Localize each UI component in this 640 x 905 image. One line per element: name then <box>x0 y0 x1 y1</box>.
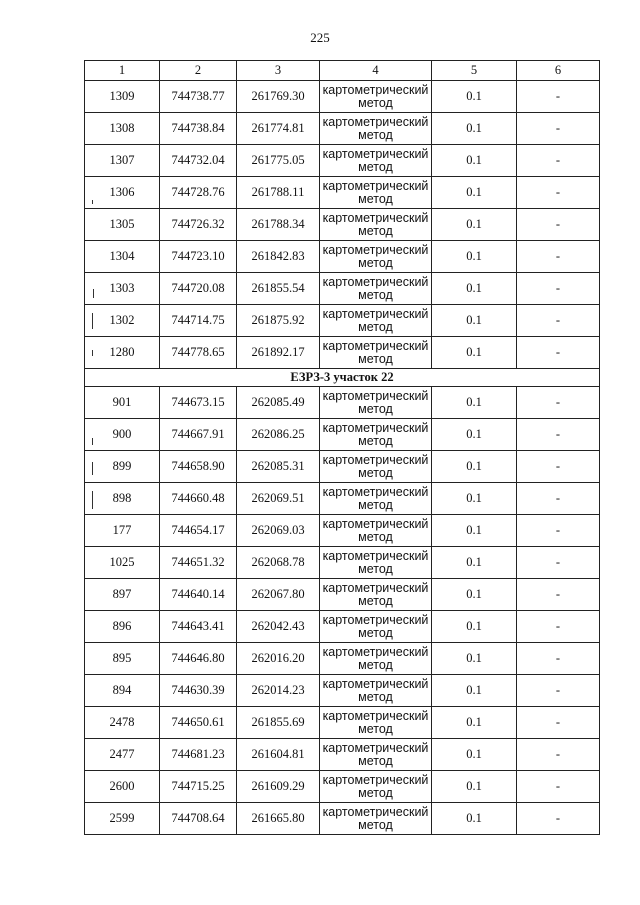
method-line: метод <box>358 223 393 238</box>
point-cell: 1304 <box>85 241 160 273</box>
point-cell: 899 <box>85 451 160 483</box>
method-cell <box>320 81 432 113</box>
y-cell: 261665.80 <box>237 803 320 835</box>
note-cell: - <box>517 337 600 369</box>
method-line: метод <box>358 127 393 142</box>
accuracy-cell: 0.1 <box>432 209 517 241</box>
table-row <box>85 771 600 803</box>
y-cell: 262042.43 <box>237 611 320 643</box>
note-cell: - <box>517 387 600 419</box>
y-cell: 261774.81 <box>237 113 320 145</box>
table-row <box>85 675 600 707</box>
accuracy-cell: 0.1 <box>432 419 517 451</box>
method-cell <box>320 547 432 579</box>
x-cell: 744643.41 <box>160 611 237 643</box>
note-cell: - <box>517 739 600 771</box>
point-cell: 894 <box>85 675 160 707</box>
x-cell: 744720.08 <box>160 273 237 305</box>
table-row <box>85 419 600 451</box>
table-row <box>85 643 600 675</box>
table-row <box>85 483 600 515</box>
table-row <box>85 611 600 643</box>
note-cell: - <box>517 209 600 241</box>
method-cell <box>320 739 432 771</box>
method-cell <box>320 707 432 739</box>
accuracy-cell: 0.1 <box>432 611 517 643</box>
section-title: ЕЗРЗ-3 участок 22 <box>85 369 600 387</box>
note-cell: - <box>517 145 600 177</box>
point-cell: 1309 <box>85 81 160 113</box>
note-cell: - <box>517 305 600 337</box>
page-number: 225 <box>310 30 330 45</box>
x-cell: 744640.14 <box>160 579 237 611</box>
method-line: метод <box>358 721 393 736</box>
point-cell: 901 <box>85 387 160 419</box>
point-cell: 177 <box>85 515 160 547</box>
accuracy-cell: 0.1 <box>432 579 517 611</box>
point-cell: 2599 <box>85 803 160 835</box>
method-line: метод <box>358 657 393 672</box>
y-cell: 261769.30 <box>237 81 320 113</box>
note-cell: - <box>517 547 600 579</box>
accuracy-cell: 0.1 <box>432 81 517 113</box>
point-cell: 900 <box>85 419 160 451</box>
point-cell: 1305 <box>85 209 160 241</box>
y-cell: 262085.49 <box>237 387 320 419</box>
accuracy-cell: 0.1 <box>432 643 517 675</box>
method-cell <box>320 483 432 515</box>
column-header: 2 <box>160 61 237 81</box>
x-cell: 744726.32 <box>160 209 237 241</box>
x-cell: 744660.48 <box>160 483 237 515</box>
method-cell <box>320 803 432 835</box>
scan-mark <box>92 438 93 445</box>
scan-mark <box>92 462 93 475</box>
point-cell: 1302 <box>85 305 160 337</box>
table-row <box>85 515 600 547</box>
accuracy-cell: 0.1 <box>432 177 517 209</box>
x-cell: 744723.10 <box>160 241 237 273</box>
method-line: картометрический <box>322 548 429 563</box>
table-row <box>85 177 600 209</box>
table-row <box>85 113 600 145</box>
method-line: картометрический <box>322 484 429 499</box>
x-cell: 744667.91 <box>160 419 237 451</box>
column-header: 4 <box>320 61 432 81</box>
accuracy-cell: 0.1 <box>432 675 517 707</box>
table-row <box>85 145 600 177</box>
method-cell <box>320 451 432 483</box>
accuracy-cell: 0.1 <box>432 305 517 337</box>
method-cell <box>320 675 432 707</box>
method-cell <box>320 145 432 177</box>
point-cell: 1280 <box>85 337 160 369</box>
note-cell: - <box>517 177 600 209</box>
method-line: картометрический <box>322 580 429 595</box>
method-line: картометрический <box>322 242 429 257</box>
y-cell: 262068.78 <box>237 547 320 579</box>
method-line: метод <box>358 159 393 174</box>
table-row <box>85 241 600 273</box>
y-cell: 261855.54 <box>237 273 320 305</box>
point-cell: 896 <box>85 611 160 643</box>
x-cell: 744681.23 <box>160 739 237 771</box>
y-cell: 261775.05 <box>237 145 320 177</box>
method-line: метод <box>358 561 393 576</box>
method-line: картометрический <box>322 146 429 161</box>
x-cell: 744738.84 <box>160 113 237 145</box>
point-cell: 897 <box>85 579 160 611</box>
method-line: метод <box>358 287 393 302</box>
table-row <box>85 209 600 241</box>
x-cell: 744732.04 <box>160 145 237 177</box>
x-cell: 744630.39 <box>160 675 237 707</box>
table-row <box>85 739 600 771</box>
column-header: 3 <box>237 61 320 81</box>
method-cell <box>320 305 432 337</box>
point-cell: 898 <box>85 483 160 515</box>
y-cell: 262086.25 <box>237 419 320 451</box>
note-cell: - <box>517 273 600 305</box>
y-cell: 261855.69 <box>237 707 320 739</box>
column-header: 5 <box>432 61 517 81</box>
point-cell: 2477 <box>85 739 160 771</box>
y-cell: 261604.81 <box>237 739 320 771</box>
y-cell: 262069.51 <box>237 483 320 515</box>
method-line: картометрический <box>322 516 429 531</box>
method-line: картометрический <box>322 612 429 627</box>
y-cell: 262085.31 <box>237 451 320 483</box>
accuracy-cell: 0.1 <box>432 771 517 803</box>
point-cell: 1306 <box>85 177 160 209</box>
accuracy-cell: 0.1 <box>432 739 517 771</box>
x-cell: 744714.75 <box>160 305 237 337</box>
method-cell <box>320 177 432 209</box>
point-cell: 1308 <box>85 113 160 145</box>
table-row <box>85 579 600 611</box>
y-cell: 262016.20 <box>237 643 320 675</box>
method-line: метод <box>358 593 393 608</box>
note-cell: - <box>517 451 600 483</box>
scan-mark <box>93 289 94 298</box>
note-cell: - <box>517 579 600 611</box>
method-line: картометрический <box>322 274 429 289</box>
note-cell: - <box>517 515 600 547</box>
note-cell: - <box>517 81 600 113</box>
accuracy-cell: 0.1 <box>432 515 517 547</box>
x-cell: 744715.25 <box>160 771 237 803</box>
table-row <box>85 337 600 369</box>
note-cell: - <box>517 707 600 739</box>
y-cell: 262069.03 <box>237 515 320 547</box>
point-cell: 2600 <box>85 771 160 803</box>
accuracy-cell: 0.1 <box>432 707 517 739</box>
accuracy-cell: 0.1 <box>432 273 517 305</box>
note-cell: - <box>517 803 600 835</box>
point-cell: 1303 <box>85 273 160 305</box>
accuracy-cell: 0.1 <box>432 113 517 145</box>
method-cell <box>320 771 432 803</box>
point-cell: 1307 <box>85 145 160 177</box>
method-line: картометрический <box>322 306 429 321</box>
method-line: картометрический <box>322 338 429 353</box>
x-cell: 744658.90 <box>160 451 237 483</box>
x-cell: 744778.65 <box>160 337 237 369</box>
method-cell <box>320 209 432 241</box>
y-cell: 261842.83 <box>237 241 320 273</box>
method-line: картометрический <box>322 644 429 659</box>
accuracy-cell: 0.1 <box>432 483 517 515</box>
table-row <box>85 305 600 337</box>
method-line: метод <box>358 319 393 334</box>
table-body <box>85 81 600 835</box>
method-line: картометрический <box>322 388 429 403</box>
accuracy-cell: 0.1 <box>432 387 517 419</box>
y-cell: 262067.80 <box>237 579 320 611</box>
note-cell: - <box>517 483 600 515</box>
method-line: картометрический <box>322 114 429 129</box>
y-cell: 261788.11 <box>237 177 320 209</box>
method-line: метод <box>358 753 393 768</box>
table-header-row <box>85 61 600 81</box>
y-cell: 262014.23 <box>237 675 320 707</box>
y-cell: 261875.92 <box>237 305 320 337</box>
x-cell: 744673.15 <box>160 387 237 419</box>
note-cell: - <box>517 113 600 145</box>
method-line: картометрический <box>322 804 429 819</box>
method-line: метод <box>358 351 393 366</box>
method-cell <box>320 419 432 451</box>
point-cell: 1025 <box>85 547 160 579</box>
method-line: метод <box>358 401 393 416</box>
scan-mark <box>92 313 93 329</box>
method-line: метод <box>358 191 393 206</box>
table-row <box>85 273 600 305</box>
accuracy-cell: 0.1 <box>432 337 517 369</box>
table-row <box>85 387 600 419</box>
note-cell: - <box>517 675 600 707</box>
method-cell <box>320 387 432 419</box>
note-cell: - <box>517 611 600 643</box>
y-cell: 261892.17 <box>237 337 320 369</box>
accuracy-cell: 0.1 <box>432 803 517 835</box>
table-row <box>85 451 600 483</box>
method-line: картометрический <box>322 420 429 435</box>
accuracy-cell: 0.1 <box>432 145 517 177</box>
scan-mark <box>92 200 93 204</box>
method-cell <box>320 643 432 675</box>
x-cell: 744650.61 <box>160 707 237 739</box>
column-header: 6 <box>517 61 600 81</box>
accuracy-cell: 0.1 <box>432 451 517 483</box>
method-cell <box>320 515 432 547</box>
table-row <box>85 81 600 113</box>
x-cell: 744654.17 <box>160 515 237 547</box>
coordinates-table <box>84 60 600 835</box>
accuracy-cell: 0.1 <box>432 547 517 579</box>
method-line: метод <box>358 95 393 110</box>
method-line: метод <box>358 433 393 448</box>
note-cell: - <box>517 419 600 451</box>
method-line: метод <box>358 785 393 800</box>
method-line: метод <box>358 497 393 512</box>
method-line: картометрический <box>322 178 429 193</box>
method-line: метод <box>358 255 393 270</box>
table-row <box>85 707 600 739</box>
method-line: картометрический <box>322 210 429 225</box>
y-cell: 261609.29 <box>237 771 320 803</box>
x-cell: 744651.32 <box>160 547 237 579</box>
method-line: метод <box>358 465 393 480</box>
accuracy-cell: 0.1 <box>432 241 517 273</box>
method-cell <box>320 273 432 305</box>
method-line: картометрический <box>322 772 429 787</box>
method-line: метод <box>358 529 393 544</box>
column-header: 1 <box>85 61 160 81</box>
section-row <box>85 369 600 387</box>
point-cell: 2478 <box>85 707 160 739</box>
note-cell: - <box>517 241 600 273</box>
method-line: метод <box>358 817 393 832</box>
method-cell <box>320 113 432 145</box>
table-row <box>85 803 600 835</box>
x-cell: 744728.76 <box>160 177 237 209</box>
method-line: метод <box>358 689 393 704</box>
note-cell: - <box>517 771 600 803</box>
method-line: картометрический <box>322 708 429 723</box>
method-line: картометрический <box>322 676 429 691</box>
scan-mark <box>92 491 93 509</box>
y-cell: 261788.34 <box>237 209 320 241</box>
table-row <box>85 547 600 579</box>
x-cell: 744738.77 <box>160 81 237 113</box>
method-line: картометрический <box>322 740 429 755</box>
note-cell: - <box>517 643 600 675</box>
method-cell <box>320 611 432 643</box>
x-cell: 744708.64 <box>160 803 237 835</box>
x-cell: 744646.80 <box>160 643 237 675</box>
method-cell <box>320 579 432 611</box>
method-line: картометрический <box>322 82 429 97</box>
point-cell: 895 <box>85 643 160 675</box>
method-line: картометрический <box>322 452 429 467</box>
method-line: метод <box>358 625 393 640</box>
scan-mark <box>92 350 93 356</box>
method-cell <box>320 337 432 369</box>
method-cell <box>320 241 432 273</box>
